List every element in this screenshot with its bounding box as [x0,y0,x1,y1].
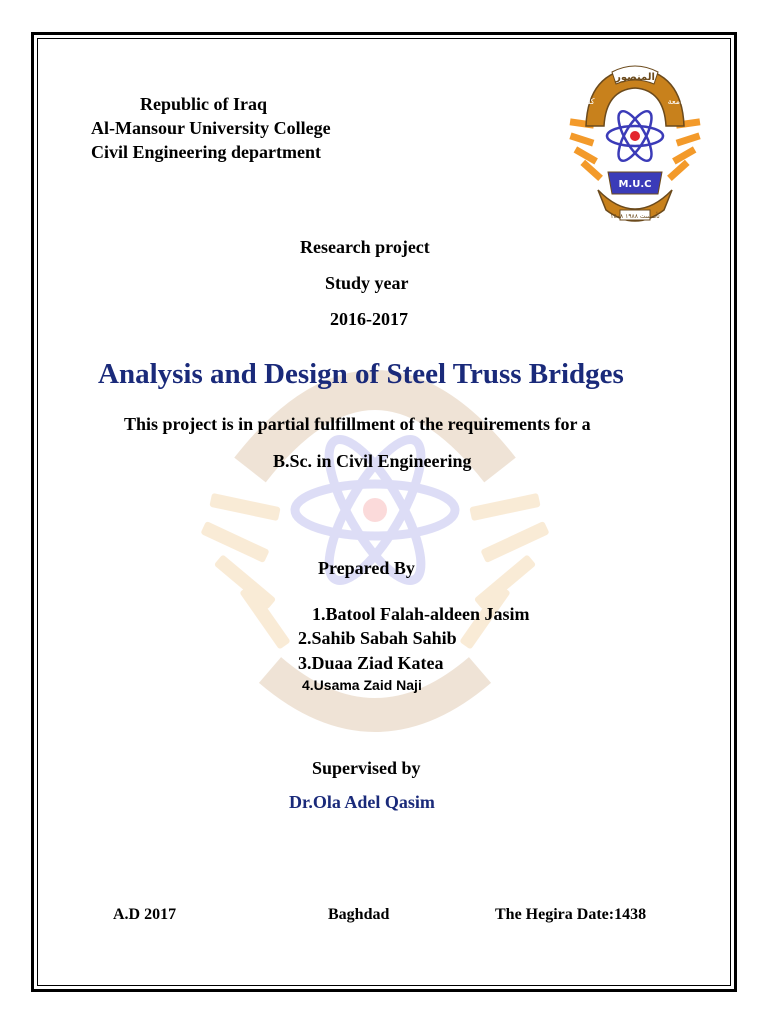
header-department: Civil Engineering department [91,142,321,162]
header-college: Al-Mansour University College [91,118,331,138]
author-item: 2.Sahib Sabah Sahib [298,628,457,648]
author-item: 4.Usama Zaid Naji [302,677,422,693]
research-label: Research project [300,237,430,257]
page-title: Analysis and Design of Steel Truss Bridges [98,358,624,390]
author-item: 3.Duaa Ziad Katea [298,653,444,673]
study-year-value: 2016-2017 [330,309,408,329]
logo-bottom-text: تأسست ١٩٨٨ ١٤٠٨ [610,213,660,220]
logo-center-text: M.U.C [618,179,652,190]
footer-ad-date: A.D 2017 [113,906,177,923]
logo-top-text: المنصور [615,72,655,83]
prepared-by-heading: Prepared By [318,558,415,578]
supervisor-name: Dr.Ola Adel Qasim [289,792,435,812]
fulfillment-line-2: B.Sc. in Civil Engineering [273,451,472,471]
logo-left-text: كلية [581,97,595,106]
author-item: 1.Batool Falah-aldeen Jasim [312,604,530,624]
fulfillment-line-1: This project is in partial fulfillment of the requirements for a [124,414,591,434]
college-logo [568,60,702,232]
supervised-by-heading: Supervised by [312,758,421,778]
header-country: Republic of Iraq [140,94,268,114]
logo-right-text: الجامعة [667,97,693,106]
study-year-label: Study year [325,273,409,293]
footer-hegira-date: The Hegira Date:1438 [495,906,647,923]
footer-city: Baghdad [328,906,390,923]
